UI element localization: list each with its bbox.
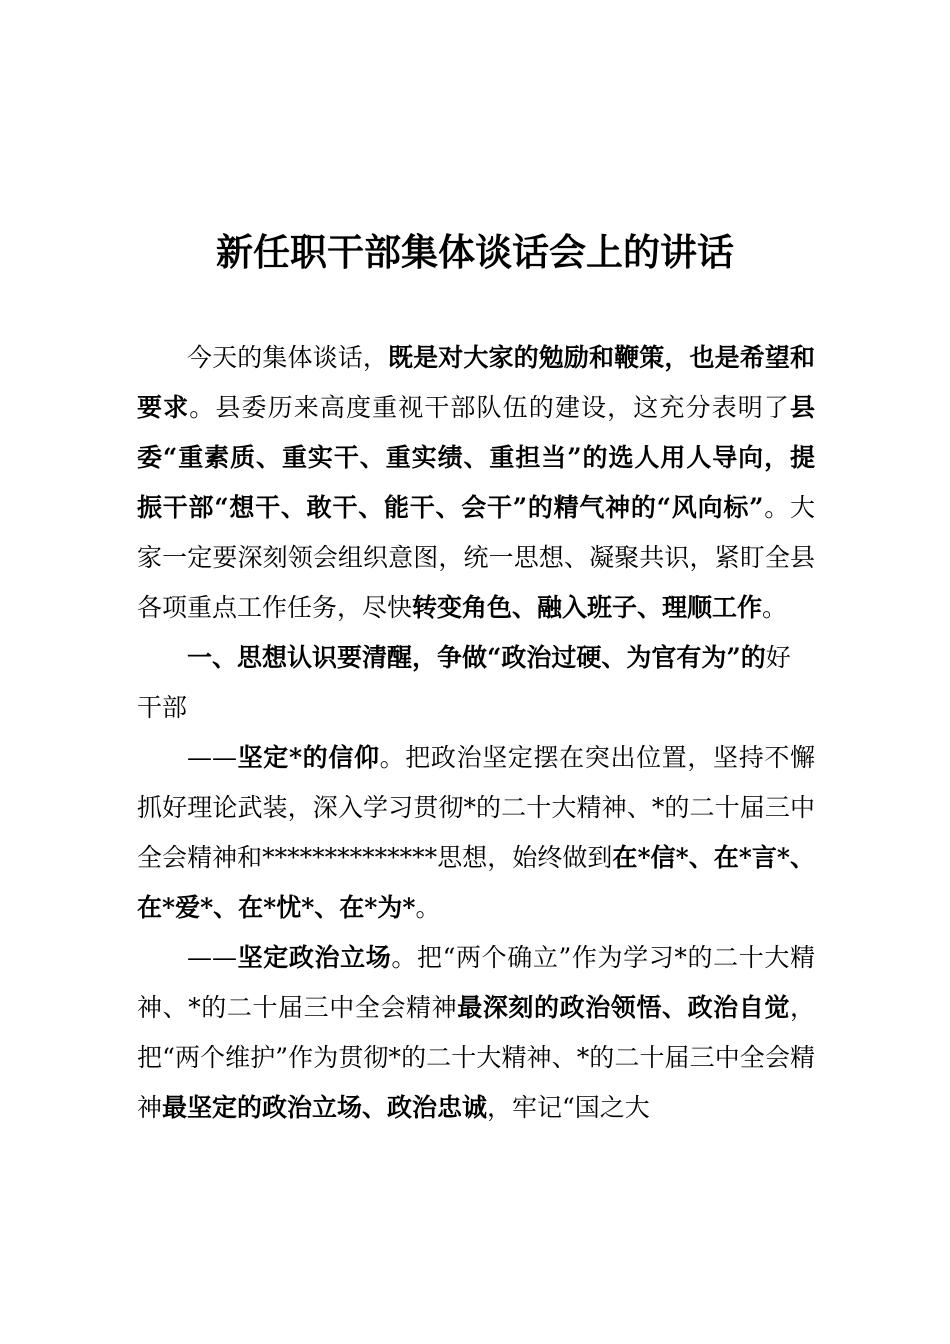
bold-text-run: 一、思想认识要清醒，争做“政治过硬、为官有为”的 (187, 643, 766, 672)
document-title: 新任职干部集体谈话会上的讲话 (216, 230, 734, 274)
text-run: ，把“两个维护”作为贯彻*的二十大精神、*的二十届三中全会精神 (137, 993, 815, 1122)
bold-text-run: 坚定政治立场 (237, 943, 392, 972)
text-run: —— (187, 743, 237, 772)
paragraph-intro (137, 333, 815, 633)
bold-text-run: 坚定*的信仰 (237, 743, 380, 772)
text-run: ，牢记“国之大 (487, 1093, 650, 1122)
bold-text-run: 县委“重素质、重实干、重实绩、重担当”的选人用人导向，提振干部“想干、敢干、能干、会干”的精气神的“风向标” (137, 393, 815, 522)
text-run: 。大家一定要深刻领会组织意图，统一思想、凝聚共识，紧盯全县各项重点工作任务，尽快 (137, 493, 815, 622)
paragraph-political-stance (137, 933, 815, 1133)
text-run: —— (187, 943, 237, 972)
bold-text-run: 在*信*、在*言*、在*爱*、在*忧*、在*为* (137, 843, 815, 922)
text-run: 今天的集体谈话， (187, 343, 388, 372)
text-run: 。 (762, 593, 788, 622)
text-run: 。把“两个确立”作为学习*的二十大精神、*的二十届三中全会精神 (137, 943, 815, 1022)
text-run: 。 (415, 893, 441, 922)
text-run: 好干部 (137, 643, 791, 722)
bold-text-run: 既是对大家的勉励和鞭策，也是希望和要求 (137, 343, 815, 422)
bold-text-run: 最坚定的政治立场、政治忠诚 (162, 1093, 488, 1122)
bold-text-run: 最深刻的政治领悟、政治自觉 (457, 993, 790, 1022)
section-heading-1 (137, 633, 815, 733)
document-body (137, 333, 815, 1133)
paragraph-belief (137, 733, 815, 933)
text-run: 。县委历来高度重视干部队伍的建设，这充分表明了 (189, 393, 790, 422)
text-run: 。把政治坚定摆在突出位置，坚持不懈抓好理论武装，深入学习贯彻*的二十大精神、*的二十届三中全会精神和**************思想，始终做到 (137, 743, 815, 872)
bold-text-run: 转变角色、融入班子、理顺工作 (412, 593, 763, 622)
